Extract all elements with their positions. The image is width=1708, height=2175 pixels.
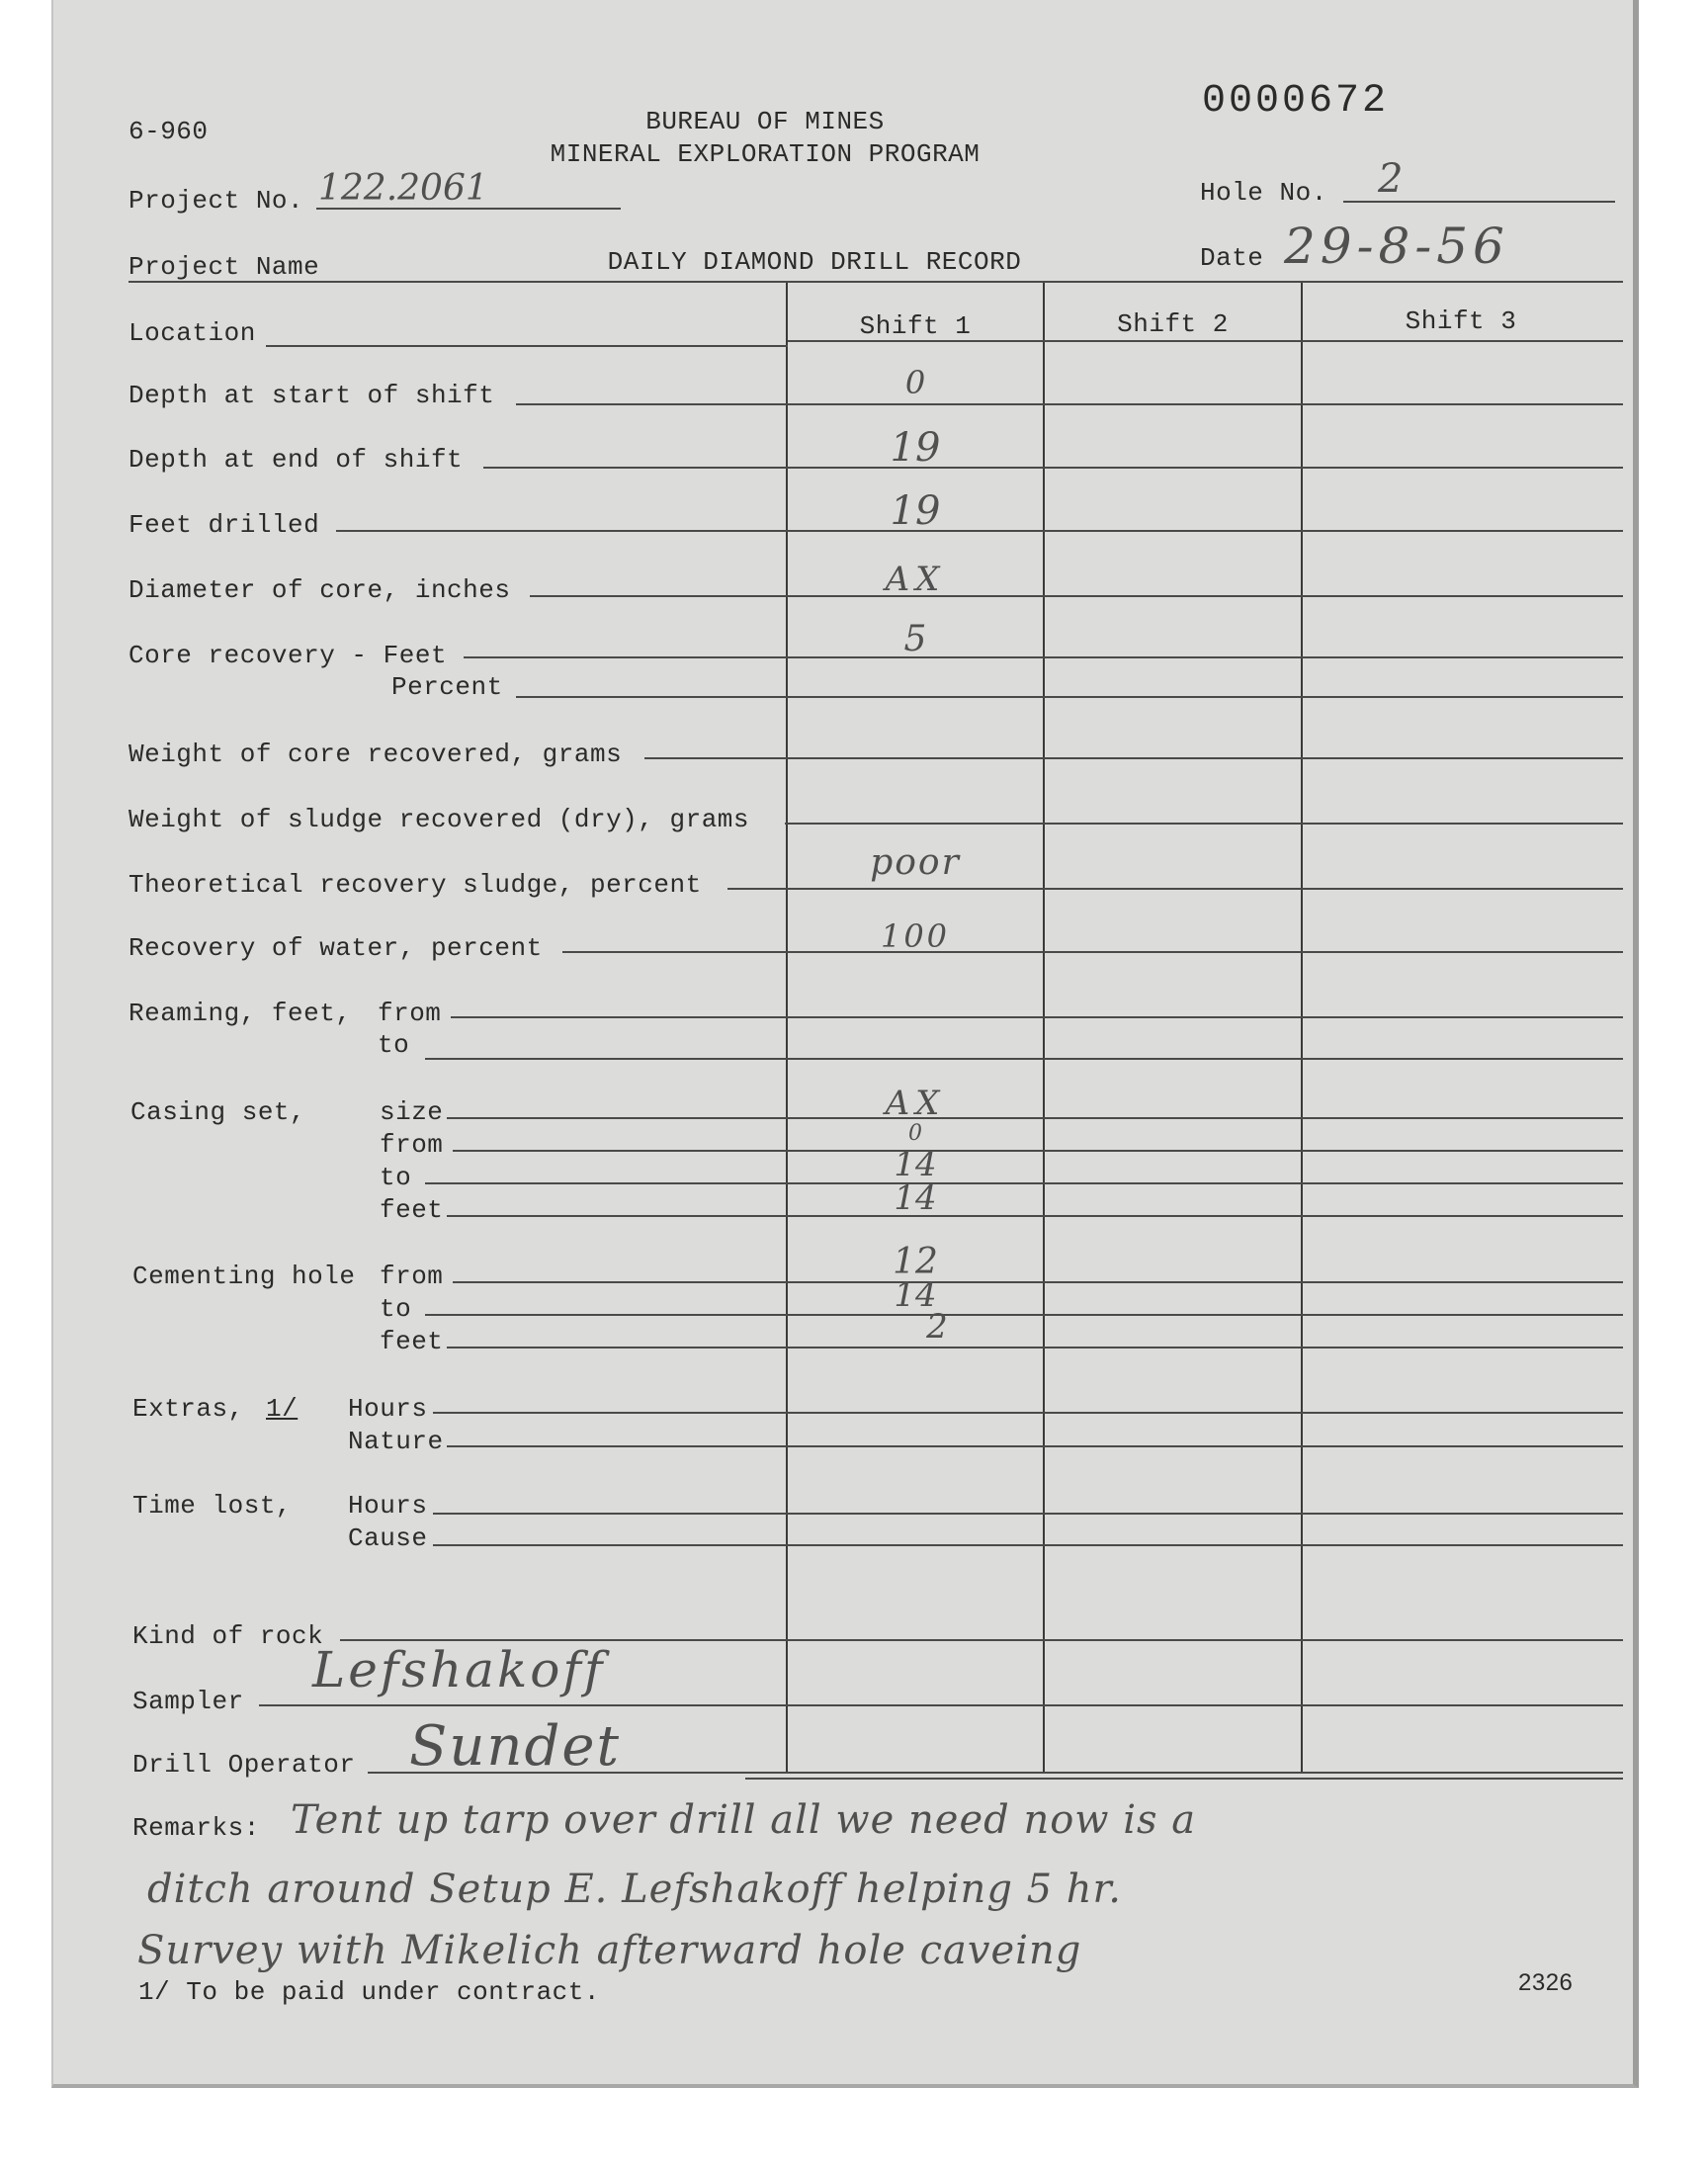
remarks-line-2: ditch around Setup E. Lefshakoff helping 5 hr. xyxy=(147,1867,1122,1912)
hole-no-line xyxy=(1343,201,1615,203)
shift-1-header: Shift 1 xyxy=(859,311,972,341)
core-recovery-feet-label: Core recovery - Feet xyxy=(128,641,448,670)
sampler-value: Lefshakoff xyxy=(312,1641,606,1698)
time-lost-hours-label: Hours xyxy=(348,1491,428,1521)
core-recovery-percent-label: Percent xyxy=(391,672,503,702)
remarks-label: Remarks: xyxy=(132,1813,260,1843)
header-rule xyxy=(128,281,1623,283)
kind-of-rock-label: Kind of rock xyxy=(132,1621,324,1651)
cementing-label: Cementing hole xyxy=(132,1262,356,1291)
reaming-label: Reaming, feet, xyxy=(128,999,352,1028)
reaming-from-line xyxy=(451,1016,1623,1018)
hole-no-label: Hole No. xyxy=(1200,178,1327,208)
location-line xyxy=(266,345,788,347)
shift1-feet-drilled: 19 xyxy=(890,488,941,534)
shift1-cementing-feet: 2 xyxy=(926,1307,948,1347)
location-label: Location xyxy=(128,318,256,348)
extras-nature-label: Nature xyxy=(348,1427,444,1456)
program-title: MINERAL EXPLORATION PROGRAM xyxy=(550,139,981,169)
shift1-depth-start: 0 xyxy=(904,364,926,401)
form-sheet xyxy=(51,0,1639,2088)
core-recovery-percent-line xyxy=(516,696,1623,698)
footnote: 1/ To be paid under contract. xyxy=(138,1977,606,2007)
shift1-cementing-from: 12 xyxy=(893,1242,938,1282)
core-recovery-feet-line xyxy=(464,656,1623,658)
sampler-label: Sampler xyxy=(132,1687,244,1716)
depth-start-line xyxy=(516,403,1623,405)
water-recovery-label: Recovery of water, percent xyxy=(128,933,543,963)
date-label: Date xyxy=(1200,243,1264,273)
project-no-value: 122.2061 xyxy=(318,168,488,209)
shift-col-divider-3 xyxy=(1301,283,1303,1774)
time-lost-hours-line xyxy=(433,1513,1623,1515)
table-bottom-rule xyxy=(745,1778,1623,1780)
shift1-theoretical-sludge: poor xyxy=(870,842,961,883)
depth-start-label: Depth at start of shift xyxy=(128,381,495,410)
drill-operator-label: Drill Operator xyxy=(132,1750,356,1780)
record-title: DAILY DIAMOND DRILL RECORD xyxy=(607,247,1022,277)
shift-header-rule xyxy=(788,340,1623,342)
weight-core-line xyxy=(644,757,1623,759)
date-value: 29-8-56 xyxy=(1284,218,1509,275)
depth-end-line xyxy=(483,467,1623,469)
sampler-line xyxy=(259,1704,1623,1706)
weight-core-label: Weight of core recovered, grams xyxy=(128,740,623,769)
project-name-label: Project Name xyxy=(128,252,320,282)
remarks-line-1: Tent up tarp over drill all we need now is a xyxy=(291,1797,1197,1843)
shift1-depth-end: 19 xyxy=(890,425,941,471)
extras-hours-label: Hours xyxy=(348,1394,428,1424)
casing-label: Casing set, xyxy=(130,1097,306,1127)
diameter-line xyxy=(530,595,1623,597)
casing-from-label: from xyxy=(380,1130,444,1160)
time-lost-cause-label: Cause xyxy=(348,1523,428,1553)
shift-2-header: Shift 2 xyxy=(1117,309,1229,339)
time-lost-label: Time lost, xyxy=(132,1491,293,1521)
cementing-to-label: to xyxy=(380,1294,412,1324)
extras-hours-line xyxy=(433,1412,1623,1414)
shift1-cementing-to: 14 xyxy=(894,1275,937,1315)
remarks-line-3: Survey with Mikelich afterward hole caveing xyxy=(137,1928,1082,1973)
operator-value: Sundet xyxy=(409,1714,621,1779)
reaming-from-label: from xyxy=(378,999,442,1028)
extras-label: Extras, xyxy=(132,1394,244,1424)
cementing-feet-label: feet xyxy=(380,1327,444,1356)
reaming-to-line xyxy=(425,1058,1623,1060)
shift-3-header: Shift 3 xyxy=(1405,306,1517,336)
project-no-label: Project No. xyxy=(128,186,304,216)
shift1-diameter: AX xyxy=(885,560,946,599)
serial-stamp: 0000672 xyxy=(1202,79,1390,124)
feet-drilled-label: Feet drilled xyxy=(128,510,320,540)
diameter-label: Diameter of core, inches xyxy=(128,575,511,605)
casing-to-label: to xyxy=(380,1163,412,1192)
reaming-to-label: to xyxy=(378,1030,410,1060)
shift1-casing-feet: 14 xyxy=(894,1178,937,1218)
depth-end-label: Depth at end of shift xyxy=(128,445,464,475)
theoretical-sludge-label: Theoretical recovery sludge, percent xyxy=(128,870,702,900)
cementing-feet-line xyxy=(447,1347,1623,1348)
water-recovery-line xyxy=(562,951,1623,953)
time-lost-cause-line xyxy=(433,1544,1623,1546)
theoretical-sludge-line xyxy=(727,888,1623,890)
page-code: 2326 xyxy=(1518,1969,1574,1996)
shift1-casing-to: 14 xyxy=(894,1145,937,1184)
extras-nature-line xyxy=(447,1445,1623,1447)
weight-sludge-label: Weight of sludge recovered (dry), grams xyxy=(128,805,749,834)
project-no-line xyxy=(316,208,621,210)
extras-footnote-ref: 1/ xyxy=(266,1394,299,1424)
casing-feet-label: feet xyxy=(380,1195,444,1225)
weight-sludge-line xyxy=(785,823,1623,825)
shift-col-divider-2 xyxy=(1043,283,1045,1774)
hole-no-value: 2 xyxy=(1378,156,1404,202)
shift1-casing-size: AX xyxy=(885,1084,946,1123)
shift1-water-recovery: 100 xyxy=(880,917,951,955)
bureau-title: BUREAU OF MINES xyxy=(645,107,885,136)
cementing-from-label: from xyxy=(380,1262,444,1291)
shift1-casing-from: 0 xyxy=(908,1121,922,1146)
form-number: 6-960 xyxy=(128,117,209,146)
casing-size-label: size xyxy=(380,1097,444,1127)
shift1-core-recovery-feet: 5 xyxy=(903,619,927,659)
